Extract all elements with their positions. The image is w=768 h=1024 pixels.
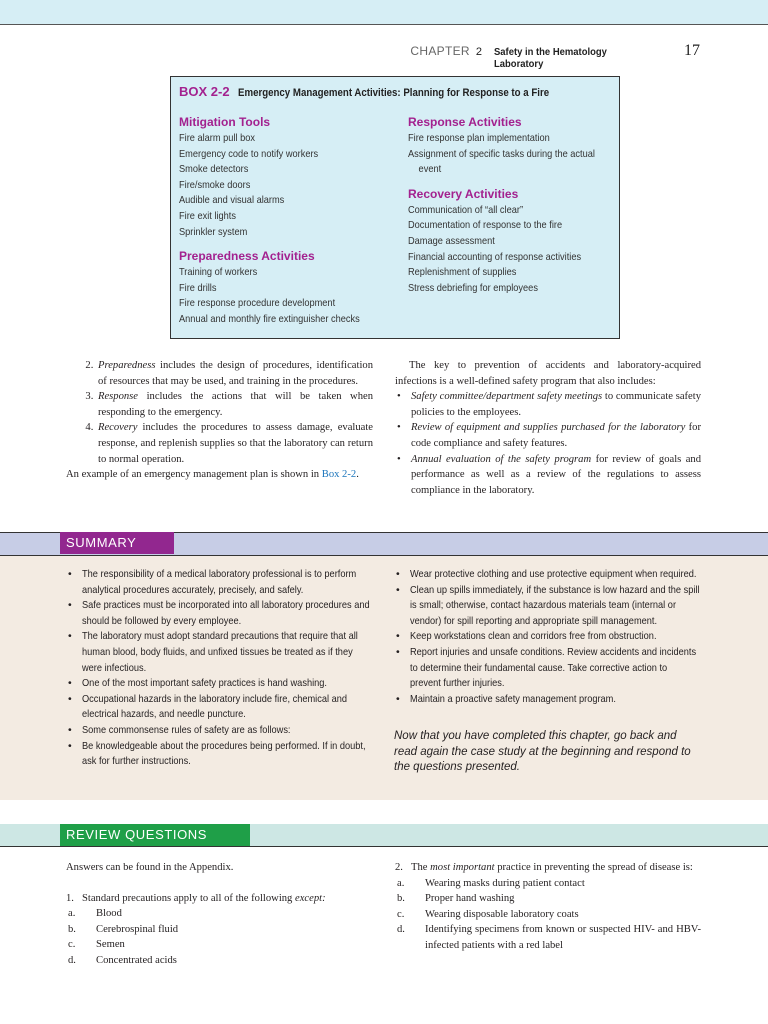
recovery-section	[408, 187, 618, 297]
preparedness-item: Fire response procedure development	[179, 297, 336, 310]
answer-option[interactable]: d. Concentrated acids	[68, 954, 177, 966]
review-left-column	[66, 860, 374, 969]
summary-bullet: • Be knowledgeable about the procedures being performed. If in doubt, ask for further instructions.	[66, 739, 374, 770]
program-bullet: • Safety committee/department safety meetings to communicate safety policies to the employees.	[395, 389, 701, 420]
recovery-item: Communication of “all clear”	[408, 203, 524, 216]
box-heading: Emergency Management Activities: Planning for Response to a Fire	[237, 87, 549, 99]
program-bullet: • Annual evaluation of the safety program for review of goals and performance as well as a review of the regulations to assess compliance in the laboratory.	[395, 452, 701, 499]
response-section	[408, 115, 618, 178]
box-label: BOX 2-2	[179, 84, 230, 99]
chapter-label: CHAPTER	[410, 44, 470, 58]
summary-bullet: • Some commonsense rules of safety are as follows:	[66, 723, 374, 739]
response-item: event	[418, 163, 442, 176]
box-link[interactable]: Box 2-2	[321, 469, 357, 481]
summary-right-column	[394, 567, 702, 776]
review-heading: REVIEW QUESTIONS	[60, 824, 250, 846]
recovery-item: Financial accounting of response activities	[408, 250, 582, 263]
mitigation-item: Sprinkler system	[179, 225, 248, 238]
summary-bullet: • The responsibility of a medical laboratory professional is to perform analytical procedures accurately, precisely, and safely.	[66, 567, 374, 598]
review-right-column	[395, 860, 701, 954]
mitigation-title: Mitigation Tools	[179, 115, 271, 129]
summary-left-column	[66, 567, 374, 770]
page-number: 17	[684, 42, 700, 59]
mitigation-item: Fire alarm pull box	[179, 132, 256, 144]
preparedness-item: Training of workers	[179, 266, 258, 279]
answer-option[interactable]: c. Semen	[68, 939, 125, 951]
answer-option[interactable]: a. Blood	[68, 908, 122, 920]
phase-item-recovery: 4. Recovery includes the procedures to assess damage, evaluate response, and replenish supplies so that the laboratory can return to normal operation.	[96, 420, 373, 467]
preparedness-item: Fire drills	[179, 281, 217, 294]
question-1-stem: 1. Standard precautions apply to all of the following except:	[66, 892, 326, 904]
recovery-item: Replenishment of supplies	[408, 266, 517, 279]
top-color-band	[0, 0, 768, 25]
summary-closing: Now that you have completed this chapter, go back and read again the case study at the beginning and respond to the questions presented.	[394, 730, 691, 774]
summary-bullet: • The laboratory must adopt standard precautions that require that all human blood, body fluids, and unfixed tissues be treated as if they were infectious.	[66, 629, 374, 676]
summary-bullet: • Safe practices must be incorporated into all laboratory procedures and should be followed by every employee.	[66, 598, 374, 629]
response-item: Fire response plan implementation	[408, 132, 550, 144]
example-paragraph: An example of an emergency management plan is shown in Box 2-2.	[66, 469, 359, 481]
mitigation-item: Fire/smoke doors	[179, 178, 251, 191]
body-left-column	[66, 358, 373, 483]
phase-item-preparedness: 2. Preparedness includes the design of procedures, identification of resources that may be used, and training in the procedures.	[96, 358, 373, 389]
answer-option[interactable]: c. Wearing disposable laboratory coats	[397, 908, 579, 920]
mitigation-item: Emergency code to notify workers	[179, 147, 319, 160]
question-2-options	[395, 876, 701, 954]
answer-option[interactable]: a. Wearing masks during patient contact	[397, 877, 585, 889]
summary-bullet: • Report injuries and unsafe conditions. Review accidents and incidents to determine their fundamental cause. Take corrective action to prevent further injuries.	[394, 645, 702, 692]
answer-option[interactable]: d. Identifying specimens from known or suspected HIV- and HBV-infected patients with a red label	[397, 924, 701, 951]
recovery-item: Stress debriefing for employees	[408, 281, 538, 294]
box-2-2	[170, 76, 620, 339]
mitigation-section	[179, 115, 389, 240]
program-bullet: • Review of equipment and supplies purchased for the laboratory for code compliance and safety features.	[395, 420, 701, 451]
preparedness-item: Annual and monthly fire extinguisher checks	[179, 312, 360, 325]
response-title: Response Activities	[408, 115, 522, 129]
mitigation-item: Fire exit lights	[179, 209, 237, 222]
answers-note: Answers can be found in the Appendix.	[66, 862, 234, 873]
program-intro: The key to prevention of accidents and laboratory-acquired infections is a well-defined safety program that also includes:	[395, 360, 701, 387]
box-right-column	[408, 115, 618, 305]
recovery-title: Recovery Activities	[408, 186, 519, 201]
chapter-number: 2	[475, 46, 482, 58]
box-left-column	[179, 115, 389, 337]
mitigation-item: Audible and visual alarms	[179, 194, 285, 207]
recovery-item: Damage assessment	[408, 234, 495, 247]
summary-bullet: • Keep workstations clean and corridors free from obstruction.	[394, 629, 702, 645]
summary-bullet: • Occupational hazards in the laboratory include fire, chemical and electrical hazards, and needle puncture.	[66, 692, 374, 723]
preparedness-title: Preparedness Activities	[179, 249, 315, 264]
question-2-stem: 2. The most important practice in preventing the spread of disease is:	[395, 862, 693, 873]
phase-item-response: 3. Response includes the actions that will be taken when responding to the emergency.	[96, 389, 373, 420]
running-head	[410, 42, 700, 70]
answer-option[interactable]: b. Cerebrospinal fluid	[68, 923, 179, 935]
summary-bullet: • One of the most important safety practices is hand washing.	[66, 676, 374, 692]
response-item: Assignment of specific tasks during the actual	[408, 147, 595, 160]
box-title	[179, 83, 591, 101]
summary-bullet: • Wear protective clothing and use protective equipment when required.	[394, 567, 702, 583]
chapter-title: Safety in the Hematology Laboratory	[494, 46, 607, 70]
answer-option[interactable]: b. Proper hand washing	[397, 893, 515, 905]
preparedness-section	[179, 249, 389, 327]
summary-bullet: • Clean up spills immediately, if the substance is low hazard and the spill is small; otherwise, contact hazardous materials team (internal or vendor) for spill reporting and appropriate spill management.	[394, 583, 702, 630]
body-right-column	[395, 358, 701, 498]
mitigation-item: Smoke detectors	[179, 163, 249, 176]
summary-heading: SUMMARY	[60, 532, 174, 554]
recovery-item: Documentation of response to the fire	[408, 219, 563, 232]
question-1-options	[66, 906, 374, 968]
summary-bullet: • Maintain a proactive safety management program.	[394, 692, 702, 708]
